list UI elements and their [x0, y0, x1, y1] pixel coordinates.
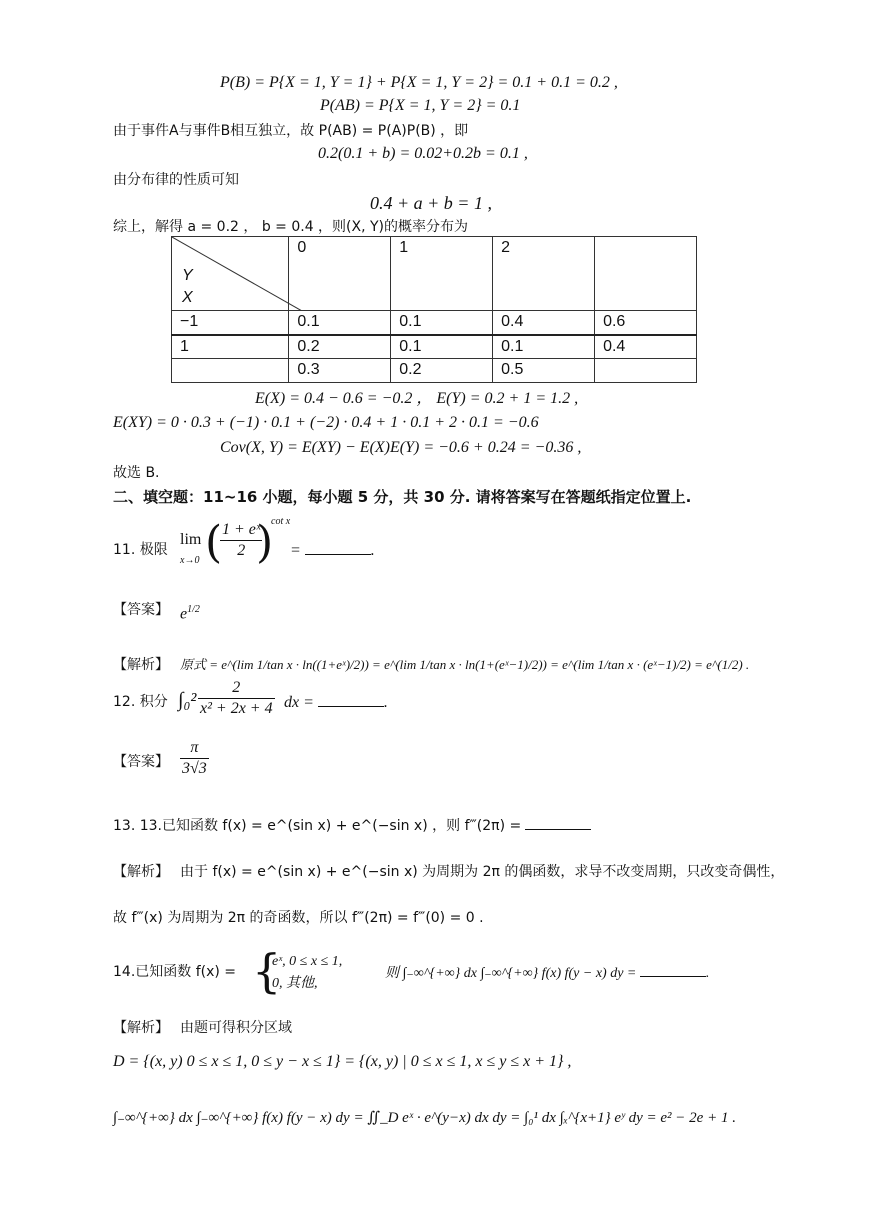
q14-tail-text: 则 ∫₋∞^{+∞} dx ∫₋∞^{+∞} f(x) f(y − x) dy =: [385, 966, 637, 981]
q11-label: 11. 极限: [113, 542, 168, 558]
q11-analysis: 原式 = e^(lim 1/tan x · ln((1+eˣ)/2)) = e^(lim 1/tan x · ln(1+(eˣ−1)/2)) = e^(lim 1/tan x · (eˣ−1)/2) = e^(1/2) .: [180, 657, 750, 672]
q11-frac-num: 1 + eˣ: [220, 520, 262, 541]
table-col-header: 0: [289, 237, 391, 311]
q11-answer-base: e: [180, 605, 188, 623]
q12-frac-num: 2: [198, 678, 275, 699]
q11-analysis-label: 【解析】: [113, 657, 169, 673]
corner-label-x: X: [182, 289, 193, 306]
q11-lim: [180, 530, 201, 550]
q12-tail: dx = .: [284, 694, 388, 711]
q14-region: D = {(x, y) 0 ≤ x ≤ 1, 0 ≤ y − x ≤ 1} = {(x, y) | 0 ≤ x ≤ 1, x ≤ y ≤ x + 1} ,: [113, 1053, 572, 1070]
table-col-header: 1: [391, 237, 493, 311]
q13-analysis-2: 故 f‴(x) 为周期为 2π 的奇函数，所以 f‴(2π) = f‴(0) = 0 .: [113, 910, 484, 926]
q14-analysis-label: 【解析】: [113, 1020, 169, 1036]
table-row: [172, 335, 697, 359]
q11-answer-label: 【答案】: [113, 602, 169, 618]
q12-answer: [180, 738, 209, 779]
table-cell: 0.4: [595, 335, 697, 359]
q11-lim-sub: x→0: [180, 555, 200, 566]
eq-pb: P(B) = P{X = 1, Y = 1} + P{X = 1, Y = 2} = 0.1 + 0.1 = 0.2 ,: [220, 74, 618, 91]
eq-pab: P(AB) = P{X = 1, Y = 2} = 0.1: [320, 97, 521, 114]
q12-frac: [198, 678, 275, 719]
q13-question: [113, 815, 591, 836]
q11-equals: = .: [290, 542, 375, 559]
table-row-label: 1: [172, 335, 289, 359]
table-col-header: 2: [493, 237, 595, 311]
q11-frac-den: 2: [237, 542, 246, 559]
q11-eq-sign: =: [290, 542, 301, 559]
eq-expectations: E(X) = 0.4 − 0.6 = −0.2 ， E(Y) = 0.2 + 1 = 1.2 ,: [255, 390, 579, 407]
table-cell: 0.6: [595, 311, 697, 335]
eq-sum-one: 0.4 + a + b = 1 ,: [370, 193, 492, 213]
eq-cov: Cov(X, Y) = E(XY) − E(X)E(Y) = −0.6 + 0.24 = −0.36 ,: [220, 439, 582, 456]
table-cell: 0.4: [493, 311, 595, 335]
q14-prefix: 14.已知函数 f(x) =: [113, 964, 237, 980]
q14-blank[interactable]: [640, 962, 706, 977]
q13-blank[interactable]: [525, 815, 591, 830]
table-cell: 0.1: [391, 335, 493, 359]
table-col-header: [595, 237, 697, 311]
q13-analysis-label: 【解析】: [113, 864, 169, 880]
table-row: [172, 359, 697, 383]
table-cell: [595, 359, 697, 383]
eq-exy: E(XY) = 0 · 0.3 + (−1) · 0.1 + (−2) · 0.4 + 1 · 0.1 + 2 · 0.1 = −0.6: [113, 414, 539, 431]
q11-paren-right: ): [256, 517, 274, 568]
q12-answer-num: π: [180, 738, 209, 759]
corner-label-y: Y: [182, 267, 193, 284]
section-heading: 二、填空题：11~16 小题，每小题 5 分，共 30 分. 请将答案写在答题纸指定位置上.: [113, 488, 692, 506]
table-cell: 0.3: [289, 359, 391, 383]
q11-answer: [180, 600, 200, 624]
q12-frac-den: x² + 2x + 4: [200, 700, 273, 717]
q12-blank[interactable]: [318, 692, 384, 707]
q11-exponent: cot x: [271, 516, 291, 527]
text-conclusion: 综上，解得 a = 0.2 ， b = 0.4 ，则(X, Y)的概率分布为: [113, 219, 469, 235]
q13-analysis-1: 由于 f(x) = e^(sin x) + e^(−sin x) 为周期为 2π 的偶函数，求导不改变周期，只改变奇偶性，: [180, 864, 785, 880]
q12-answer-den: 3√3: [182, 760, 207, 777]
text-independence: 由于事件A与事件B相互独立，故 P(AB) = P(A)P(B) ，即: [113, 123, 469, 139]
q11-paren-left: (: [205, 517, 223, 568]
q11-answer-exp: 1/2: [187, 604, 200, 615]
table-corner-cell: [172, 237, 289, 311]
table-cell: 0.2: [391, 359, 493, 383]
q14-case-2: 0, 其他,: [272, 976, 318, 991]
table-cell: 0.1: [391, 311, 493, 335]
table-cell: 0.1: [493, 335, 595, 359]
q14-case-1: eˣ, 0 ≤ x ≤ 1,: [272, 954, 343, 969]
q14-final: ∫₋∞^{+∞} dx ∫₋∞^{+∞} f(x) f(y − x) dy = ∬_D eˣ · e^(y−x) dx dy = ∫₀¹ dx ∫ₓ^{x+1} eʸ dy = e² − 2e + 1 .: [113, 1110, 736, 1126]
q11-blank[interactable]: [305, 540, 371, 555]
q12-tail-text: dx =: [284, 694, 314, 711]
probability-distribution-table: [171, 236, 697, 383]
q14-brace: {: [252, 944, 282, 998]
table-row-label: −1: [172, 311, 289, 335]
q12-label: 12. 积分: [113, 694, 168, 710]
q13-text: 13. 13.已知函数 f(x) = e^(sin x) + e^(−sin x) ，则 f‴(2π) =: [113, 818, 522, 834]
text-choose-b: 故选 B.: [113, 465, 160, 481]
eq-b-solve: 0.2(0.1 + b) = 0.02+0.2b = 0.1 ,: [318, 145, 528, 162]
table-row-label: [172, 359, 289, 383]
table-cell: 0.1: [289, 311, 391, 335]
table-cell: 0.5: [493, 359, 595, 383]
table-row: [172, 311, 697, 335]
q12-integral: ∫₀²: [178, 689, 197, 711]
q14-tail: 则 ∫₋∞^{+∞} dx ∫₋∞^{+∞} f(x) f(y − x) dy = .: [385, 962, 709, 984]
text-distribution-property: 由分布律的性质可知: [113, 172, 239, 188]
q12-answer-label: 【答案】: [113, 754, 169, 770]
q14-analysis: 由题可得积分区域: [180, 1020, 292, 1036]
table-cell: 0.2: [289, 335, 391, 359]
q11-lim-text: lim: [180, 531, 202, 548]
